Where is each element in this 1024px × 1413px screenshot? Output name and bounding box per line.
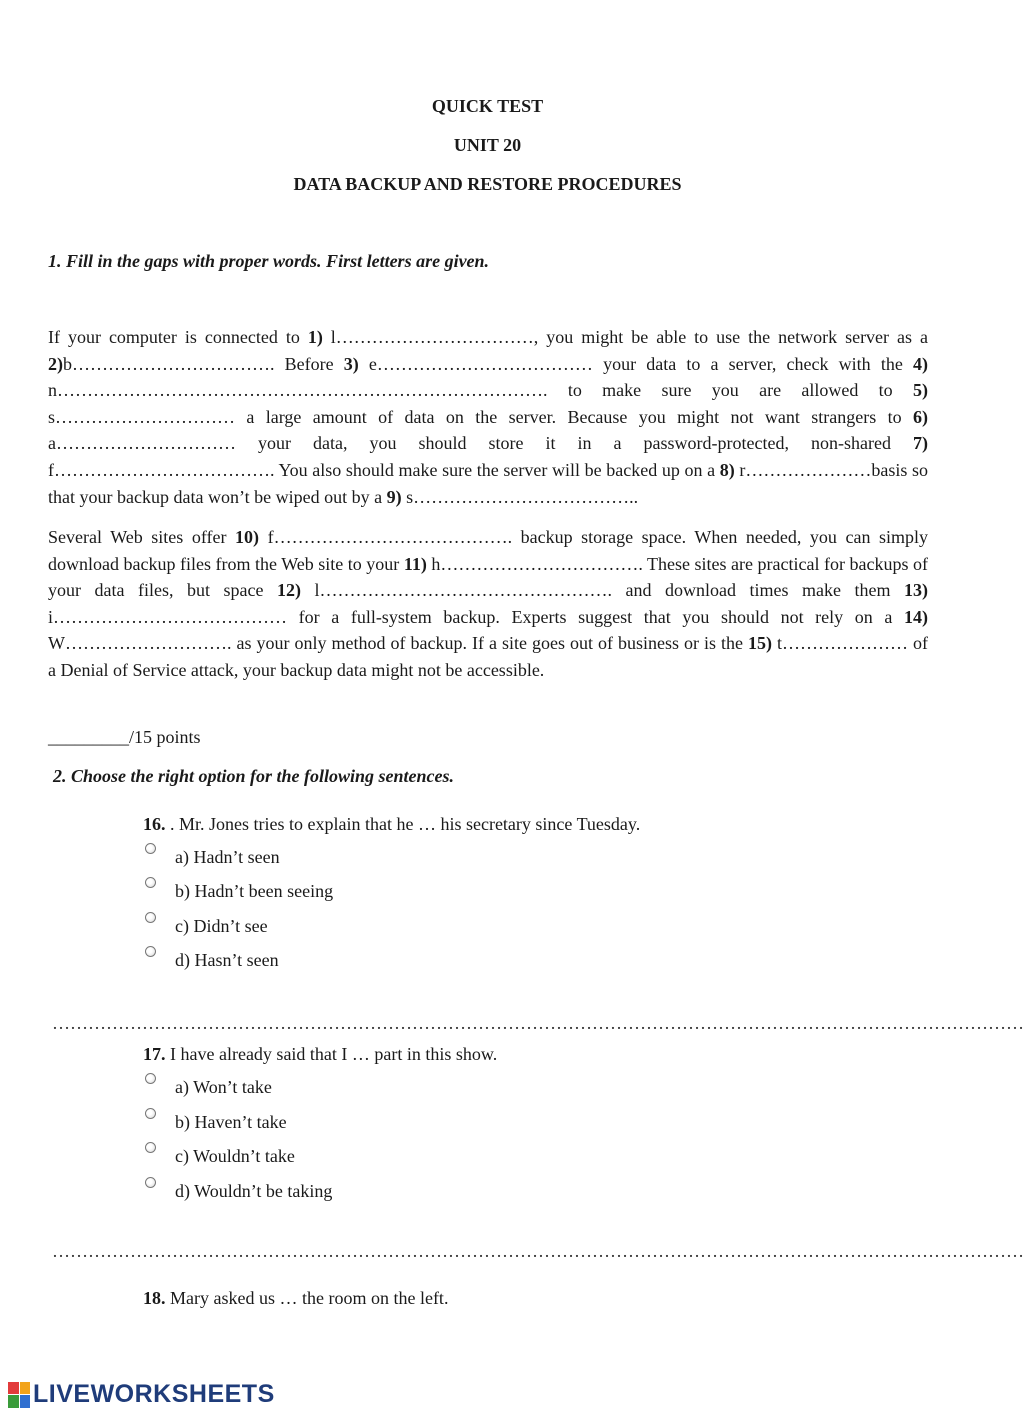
option-label: d) Wouldn’t be taking: [175, 1181, 333, 1201]
gap-number: 2): [48, 353, 63, 374]
option-label: a) Won’t take: [175, 1077, 272, 1097]
radio-icon[interactable]: [145, 1108, 156, 1119]
q17-option-a[interactable]: [145, 1071, 272, 1097]
gap-number: 8): [719, 459, 735, 480]
paragraph-text: h……………………………. These sites are practical for backups of your data files, but space: [48, 553, 929, 601]
radio-icon[interactable]: [145, 843, 156, 854]
paragraph-text: b……………………………. Before: [63, 353, 344, 374]
question-16-number: 16.: [143, 814, 166, 834]
logo-square-l: [8, 1382, 19, 1395]
question-18-number: 18.: [143, 1288, 166, 1308]
q17-option-c[interactable]: [145, 1140, 295, 1166]
title-quick-test: QUICK TEST: [431, 96, 544, 116]
paragraph-text: r…………………basis so that your backup data won’t be wiped out by a: [48, 459, 928, 507]
liveworksheets-logo-icon: [8, 1382, 30, 1408]
title-unit: UNIT 20: [453, 135, 522, 155]
section1-heading: 1. Fill in the gaps with proper words. First letters are given.: [48, 251, 490, 271]
radio-icon[interactable]: [145, 877, 156, 888]
question-18: [143, 1288, 448, 1309]
option-label: c) Wouldn’t take: [175, 1146, 295, 1166]
gap-number: 5): [913, 380, 928, 401]
gap-number: 1): [307, 327, 323, 347]
gap-fill-paragraph-2: [48, 524, 928, 684]
option-label: d) Hasn’t seen: [175, 950, 279, 970]
gap-number: 7): [913, 433, 928, 454]
logo-text: LIVEWORKSHEETS: [33, 1380, 275, 1408]
radio-icon[interactable]: [145, 912, 156, 923]
gap-number: 4): [912, 353, 928, 374]
gap-number: 13): [904, 580, 928, 601]
gap-number: 11): [403, 553, 427, 574]
points-field: _________/15 points: [48, 727, 201, 747]
q16-option-d[interactable]: [145, 944, 279, 970]
radio-icon[interactable]: [145, 946, 156, 957]
paragraph-text: a………………………… your data, you should store it in a password-protected, non-shared: [48, 433, 913, 454]
option-label: c) Didn’t see: [175, 916, 268, 936]
q17-option-d[interactable]: [145, 1175, 332, 1201]
paragraph-text: f………………………………. You also should make sure the server will be backed up on a: [48, 459, 720, 480]
section2-heading: 2. Choose the right option for the following sentences.: [53, 766, 455, 786]
logo-square-w: [20, 1382, 31, 1395]
gap-number: 15): [747, 633, 772, 654]
gap-fill-paragraph-1: [48, 324, 928, 510]
radio-icon[interactable]: [145, 1073, 156, 1084]
gap-number: 3): [343, 353, 359, 374]
q16-option-b[interactable]: [145, 875, 333, 901]
paragraph-text: s………………………… a large amount of data on the server. Because you might not want strangers to: [48, 406, 913, 427]
paragraph-text: e……………………………… your data to a server, check with the: [358, 353, 913, 374]
logo-square-v: [8, 1395, 19, 1408]
logo-square-b: [20, 1395, 31, 1408]
paragraph-text: W………………………. as your only method of backup. If a site goes out of business or is the: [48, 633, 748, 654]
question-18-text: Mary asked us … the room on the left.: [165, 1288, 449, 1308]
dotted-separator-2: ………………………………………………………………………………………………………………………………………………: [52, 1241, 1024, 1261]
paragraph-text: l…………………………………………. and download times make them: [300, 580, 904, 601]
q16-option-c[interactable]: [145, 910, 268, 936]
paragraph-text: Several Web sites offer: [48, 527, 236, 547]
paragraph-text: t………………… of a Denial of Service attack, your backup data might not be accessible.: [48, 633, 928, 680]
radio-icon[interactable]: [145, 1177, 156, 1188]
paragraph-text: If your computer is connected to: [48, 327, 308, 347]
q17-option-b[interactable]: [145, 1106, 287, 1132]
gap-number: 6): [913, 406, 928, 427]
gap-number: 9): [386, 486, 402, 507]
gap-number: 10): [235, 527, 260, 547]
paragraph-text: l……………………………, you might be able to use the network server as a: [322, 327, 928, 347]
dotted-separator-1: ………………………………………………………………………………………………………………………………………………: [52, 1013, 1024, 1033]
question-16: [143, 814, 640, 835]
gap-number: 12): [276, 580, 301, 601]
question-16-text: . Mr. Jones tries to explain that he … his secretary since Tuesday.: [165, 814, 641, 834]
radio-icon[interactable]: [145, 1142, 156, 1153]
paragraph-text: i………………………………… for a full-system backup. Experts suggest that you should not rely on a: [48, 606, 904, 627]
question-17: [143, 1044, 497, 1065]
q16-option-a[interactable]: [145, 841, 280, 867]
gap-number: 14): [904, 606, 928, 627]
paragraph-text: s………………………………..: [401, 486, 639, 507]
option-label: b) Haven’t take: [175, 1112, 287, 1132]
question-17-number: 17.: [143, 1044, 166, 1064]
paragraph-text: f…………………………………. backup storage space. When needed, you can simply download backup files from the Web site to your: [48, 527, 928, 574]
option-label: a) Hadn’t seen: [175, 847, 280, 867]
paragraph-text: n………………………………………………………………………. to make sure you are allowed to: [48, 380, 913, 401]
option-label: b) Hadn’t been seeing: [175, 881, 334, 901]
question-17-text: I have already said that I … part in this show.: [165, 1044, 498, 1064]
title-topic: DATA BACKUP AND RESTORE PROCEDURES: [293, 174, 682, 194]
liveworksheets-logo: [8, 1380, 275, 1409]
